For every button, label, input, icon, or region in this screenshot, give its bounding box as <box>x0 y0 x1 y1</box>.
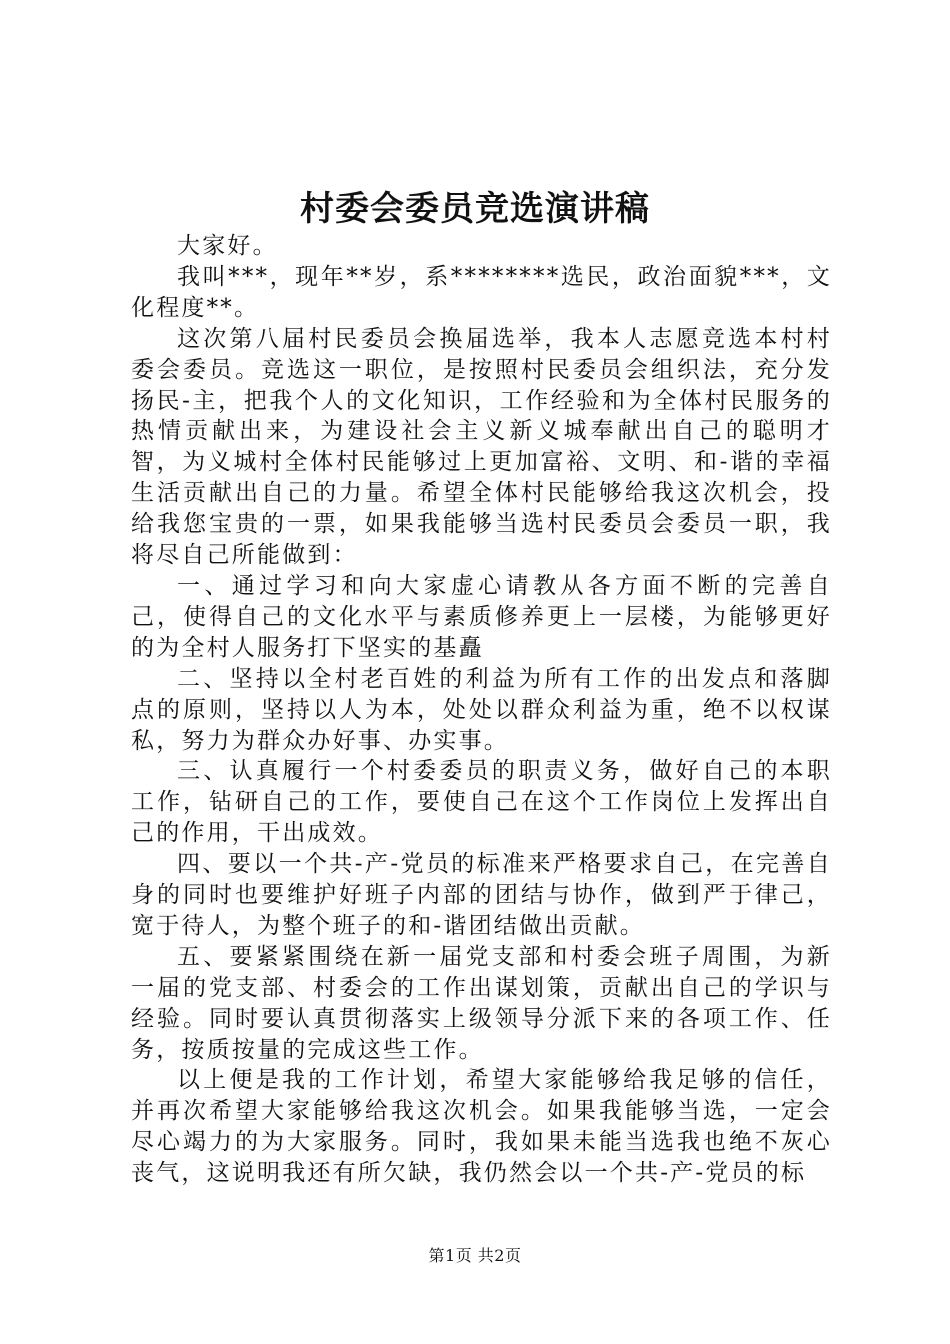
paragraph-point-one: 一、通过学习和向大家虚心请教从各方面不断的完善自己，使得自己的文化水平与素质修养更上一层楼，为能够更好的为全村人服务打下坚实的基矗 <box>131 572 832 661</box>
paragraph-intent: 这次第八届村民委员会换届选举，我本人志愿竞选本村村委会委员。竞选这一职位，是按照村民委员会组织法，充分发扬民-主，把我个人的文化知识，工作经验和为全体村民服务的热情贡献出来，为建设社会主义新义城奉献出自己的聪明才智，为义城村全体村民能够过上更加富裕、文明、和-谐的幸福生活贡献出自己的力量。希望全体村民能够给我这次机会，投给我您宝贵的一票，如果我能够当选村民委员会委员一职，我将尽自己所能做到： <box>131 325 832 569</box>
paragraph-point-three: 三、认真履行一个村委委员的职责义务，做好自己的本职工作，钻研自己的工作，要使自己在这个工作岗位上发挥出自己的作用，干出成效。 <box>131 758 832 847</box>
paragraph-closing: 以上便是我的工作计划，希望大家能够给我足够的信任，并再次希望大家能够给我这次机会。如果我能够当选，一定会尽心竭力的为大家服务。同时，我如果未能当选我也绝不灰心丧气，这说明我还有所欠缺，我仍然会以一个共-产-党员的标 <box>131 1067 832 1187</box>
paragraph-greeting: 大家好。 <box>177 233 278 259</box>
paragraph-point-four: 四、要以一个共-产-党员的标准来严格要求自己，在完善自身的同时也要维护好班子内部的团结与协作，做到严于律己，宽于待人，为整个班子的和-谐团结做出贡献。 <box>131 851 832 939</box>
document-title: 村委会委员竞选演讲稿 <box>300 189 650 229</box>
paragraph-point-two: 二、坚持以全村老百姓的利益为所有工作的出发点和落脚点的原则，坚持以人为本，处处以群众利益为重，绝不以权谋私，努力为群众办好事、办实事。 <box>131 665 832 754</box>
document-body <box>131 231 832 1189</box>
page-number-footer: 第1页 共2页 <box>428 1246 522 1265</box>
paragraph-self-introduction: 我叫***，现年**岁，系********选民，政治面貌***，文化程度**。 <box>131 263 832 321</box>
paragraph-point-five: 五、要紧紧围绕在新一届党支部和村委会班子周围，为新一届的党支部、村委会的工作出谋划策，贡献出自己的学识与经验。同时要认真贯彻落实上级领导分派下来的各项工作、任务，按质按量的完成这些工作。 <box>131 943 832 1063</box>
